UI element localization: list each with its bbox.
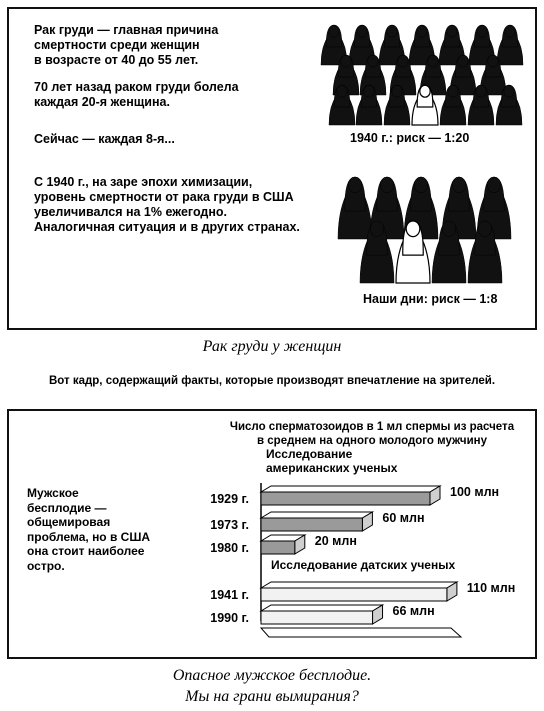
fact4-line: увеличивался на 1% ежегодно. — [34, 205, 228, 219]
bar — [261, 611, 373, 624]
bar — [261, 541, 295, 554]
fact4-line: уровень смертности от рака груди в США — [34, 190, 294, 204]
fact4-line: Аналогичная ситуация и в других странах. — [34, 220, 300, 234]
caption-line: Опасное мужское бесплодие. — [172, 667, 372, 684]
bar-year-label: 1941 г. — [210, 588, 249, 602]
side-line: проблема, но в США — [27, 529, 151, 544]
bar-value-label: 110 млн — [466, 581, 516, 595]
fact1-line: Рак груди — главная причина — [34, 23, 219, 37]
chart-floor — [261, 628, 461, 637]
bar-year-label: 1929 г. — [210, 492, 249, 506]
risk-today-label: Наши дни: риск — 1:8 — [363, 292, 498, 306]
caption-line: Мы на грани вымирания? — [185, 688, 359, 705]
fact2-line: каждая 20-я женщина. — [34, 95, 170, 109]
bar — [261, 518, 362, 531]
cancer-fact-3: Сейчас — каждая 8-я... — [34, 132, 175, 146]
bar — [261, 492, 430, 505]
fact4-line: С 1940 г., на заре эпохи химизации, — [34, 175, 253, 189]
bar-top — [261, 486, 440, 492]
fact1-line: в возрасте от 40 до 55 лет. — [34, 53, 199, 67]
caption-breast-cancer: Рак груди у женщин — [202, 338, 342, 355]
risk-1940-label: 1940 г.: риск — 1:20 — [350, 131, 470, 145]
group-header: Исследование — [266, 447, 353, 461]
bar-top — [261, 512, 372, 518]
side-line: она стоит наиболее — [27, 544, 145, 558]
side-line: остро. — [27, 558, 65, 573]
chart-title-line: Число сперматозоидов в 1 мл спермы из расчета — [229, 421, 515, 433]
bar-value-label: 20 млн — [314, 534, 357, 548]
bar-value-label: 60 млн — [382, 511, 425, 525]
chart-title-line: в среднем на одного молодого мужчину — [257, 435, 487, 447]
group-header: Исследование датских ученых — [271, 558, 456, 572]
side-line: Мужское — [27, 486, 79, 500]
fact2-line: 70 лет назад раком груди болела — [34, 80, 239, 94]
women-group-1940 — [9, 9, 539, 332]
bar-year-label: 1980 г. — [210, 541, 249, 555]
frame-note: Вот кадр, содержащий факты, которые производят впечатление на зрителей. — [48, 375, 496, 387]
bar — [261, 588, 447, 601]
fact1-line: смертности среди женщин — [34, 38, 200, 52]
bar-value-label: 100 млн — [450, 485, 500, 499]
group-header: американских ученых — [266, 461, 398, 475]
infertility-panel — [7, 409, 537, 659]
woman-silhouette-icon — [497, 25, 523, 65]
bar-year-label: 1973 г. — [210, 518, 249, 532]
bar-top — [261, 582, 457, 588]
bar-value-label: 66 млн — [392, 604, 435, 618]
caption-infertility — [0, 665, 544, 707]
breast-cancer-panel — [7, 7, 537, 330]
side-line: бесплодие — — [27, 500, 107, 515]
woman-silhouette-icon — [338, 177, 372, 239]
bar-year-label: 1990 г. — [210, 611, 249, 625]
side-line: общемировая — [27, 515, 111, 529]
bar-top — [261, 605, 383, 611]
sperm-count-chart — [9, 411, 539, 661]
